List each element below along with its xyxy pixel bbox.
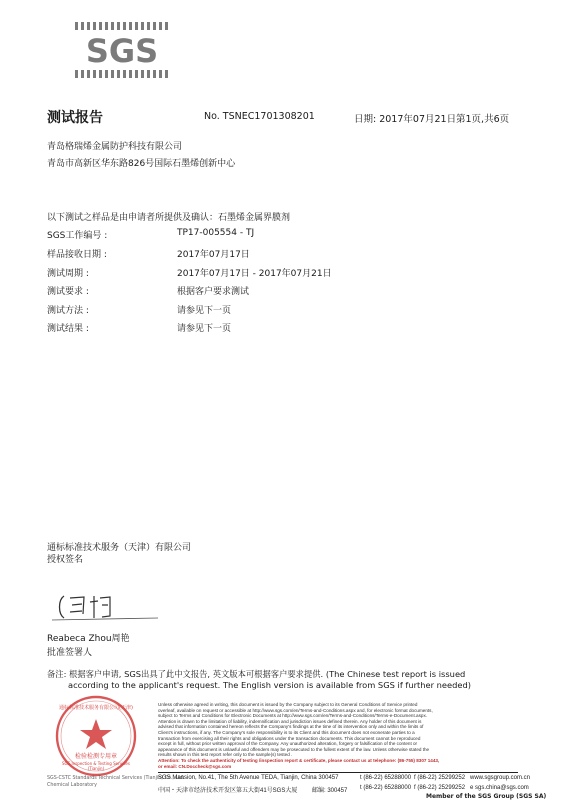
address-chinese: 中国・天津市经济技术开发区第五大街41号SGS大厦 — [158, 788, 298, 794]
svg-text:通标标准技术服务有限公司(天津): 通标标准技术服务有限公司(天津) — [59, 705, 133, 711]
sgs-logo — [73, 20, 171, 80]
row-label-result: 测试结果 : — [47, 324, 89, 334]
telephone-1: t (86-22) 65288000 — [360, 775, 412, 781]
row-label-job-no: SGS工作编号 : — [47, 231, 108, 241]
footer-lab-dept: Chemical Laboratory — [47, 783, 97, 788]
report-number: No. TSNEC1701308201 — [204, 111, 315, 122]
row-value-job-no: TP17-005554 - TJ — [177, 228, 255, 238]
sample-intro: 以下测试之样品是由申请者所提供及确认：石墨烯金属界膜剂 — [47, 213, 291, 223]
address-english: SGS Mansion, No.41, The 5th Avenue TEDA, Tianjin, China 300457 — [158, 775, 339, 781]
fax-1: f (86-22) 25299252 — [414, 775, 466, 781]
disclaimer-line: advised that information contained hereon reflects the Company's findings at the time of its intervention only and within the limits of — [158, 724, 424, 730]
disclaimer-line: Unless otherwise agreed in writing, this document is issued by the Company subject to its General Conditions of Service printed — [158, 702, 418, 707]
svg-text:(Tianjin): (Tianjin) — [87, 766, 105, 771]
report-date: 日期: 2017年07月21日 — [354, 114, 457, 125]
row-value-method: 请参见下一页 — [177, 306, 232, 316]
fax-2: f (86-22) 25299252 — [414, 785, 466, 791]
footer-disclaimer — [158, 702, 518, 769]
signer-role: 批准签署人 — [47, 648, 93, 658]
row-value-period: 2017年07月17日 - 2017年07月21日 — [177, 269, 332, 279]
row-value-received: 2017年07月17日 — [177, 250, 250, 260]
footer-lab-name: SGS-CSTC Standards Technical Services (Tianjin) Co., Ltd. — [47, 776, 185, 781]
report-title: 测试报告 — [47, 110, 103, 126]
disclaimer-line: Client's instructions, if any. The Company's sole responsibility is to its Client and this document does not exonerate parties to a — [158, 729, 415, 735]
email: e sgs.china@sgs.com — [470, 785, 529, 791]
row-label-requirement: 测试要求 : — [47, 287, 89, 297]
postcode: 邮编: 300457 — [312, 788, 348, 794]
disclaimer-line: subject to Terms and Conditions for Electronic Documents at http://www.sgs.com/en/Terms-and-Conditions/Terms-e-Document.aspx. — [158, 713, 428, 719]
logo-text: SGS — [85, 32, 159, 70]
page-indicator: 第1页,共6页 — [456, 114, 510, 125]
svg-text:SGS Inspection & Testing Servi: SGS Inspection & Testing Services — [62, 761, 130, 766]
row-label-received: 样品接收日期 : — [47, 250, 107, 260]
disclaimer-line: overleaf, available on request or accessible at http://www.sgs.com/en/Terms-and-Conditions.aspx and, for electronic format documents, — [158, 707, 433, 713]
note-line-2: according to the applicant's request. The English version is available from SGS if further needed) — [68, 680, 471, 690]
website: www.sgsgroup.com.cn — [470, 775, 531, 781]
row-value-result: 请参见下一页 — [177, 324, 232, 334]
row-label-period: 测试周期 : — [47, 269, 89, 279]
note-line-1: 备注: 根据客户申请, SGS出具了此中文报告, 英文版本可根据客户要求提供. (The Chinese test report is issued — [47, 669, 466, 679]
client-address: 青岛市高新区华东路826号国际石墨烯创新中心 — [47, 159, 236, 169]
authorized-signature-label: 授权签名 — [47, 555, 84, 565]
client-name: 青岛格瑞烯金属防护科技有限公司 — [47, 142, 183, 152]
disclaimer-line: except in full, without prior written approval of the Company. Any unauthorized alteration, forgery or falsification of the content or — [158, 741, 418, 747]
telephone-2: t (86-22) 65288000 — [360, 785, 412, 791]
authenticity-line-2: or email: CN.Doccheck@sgs.com — [158, 763, 232, 769]
member-line: Member of the SGS Group (SGS SA) — [426, 793, 547, 800]
authenticity-line-1: Attention: To check the authenticity of testing /inspection report & certificate, please contact us at telephone: (86-755) 8307 1443, — [158, 757, 440, 763]
footer-divider — [158, 772, 518, 773]
row-label-method: 测试方法 : — [47, 306, 89, 316]
company-seal — [55, 695, 137, 777]
disclaimer-line: appearance of this document is unlawful and offenders may be prosecuted to the fullest extent of the law. Unless otherwise stated the — [158, 746, 430, 752]
signer-name: Reabeca Zhou周艳 — [47, 634, 130, 644]
disclaimer-line: transaction from exercising all their rights and obligations under the transaction documents. This document cannot be reproduced — [158, 735, 421, 741]
svg-text:检验检测专用章: 检验检测专用章 — [74, 753, 118, 760]
handwritten-signature — [50, 588, 160, 624]
issuing-company: 通标标准技术服务（天津）有限公司 — [47, 543, 192, 553]
disclaimer-line: results shown in this test report refer only to the sample(s) tested . — [158, 752, 293, 758]
row-value-requirement: 根据客户要求测试 — [177, 287, 250, 297]
disclaimer-line: Attention is drawn to the limitation of liability, indemnification and jurisdiction issues defined therein. Any holder of this document is — [158, 718, 422, 724]
